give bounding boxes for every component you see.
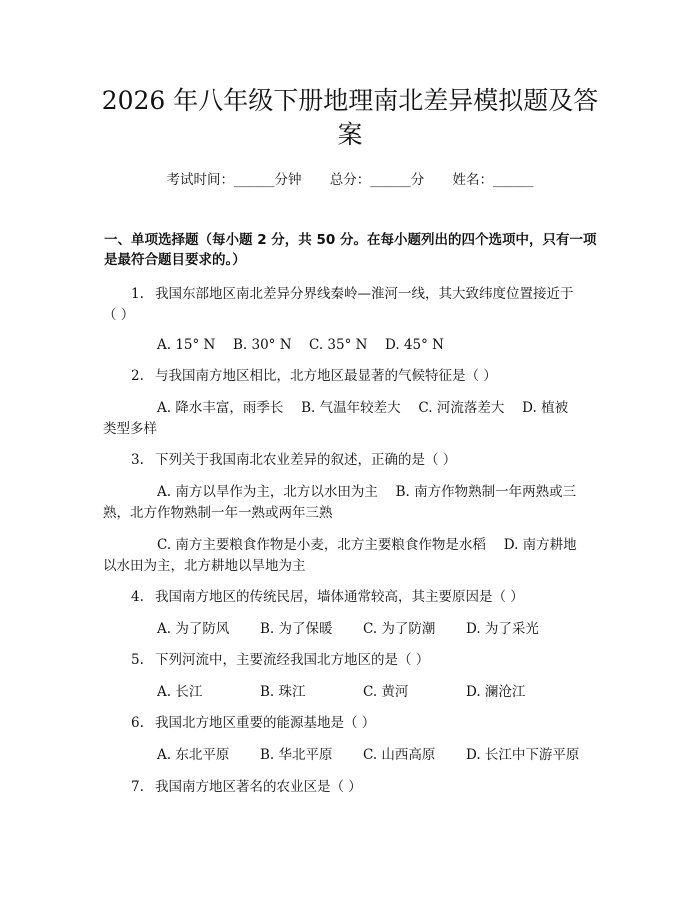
question-3-options-cd-line1: C. 南方主要粮食作物是小麦，北方主要粮食作物是水稻 D. 南方耕地 — [157, 537, 577, 553]
question-6-options — [157, 745, 579, 765]
option-a: A. 为了防风 — [157, 621, 230, 637]
question-3-stem — [131, 450, 456, 470]
exam-time-field: 考试时间：______分钟 — [166, 172, 302, 188]
question-text: 我国南方地区著名的农业区是（ ） — [155, 779, 362, 795]
option-b: B. 珠江 — [260, 684, 306, 700]
option-b: B. 华北平原 — [260, 747, 333, 763]
total-score-field: 总分：______分 — [329, 172, 425, 188]
option-b: B. 为了保暖 — [260, 621, 333, 637]
name-field: 姓名：______ — [452, 172, 534, 188]
question-text: 我国北方地区重要的能源基地是（ ） — [155, 715, 376, 731]
question-text: 我国东部地区南北差异分界线秦岭—淮河一线，其大致纬度位置接近于 — [155, 286, 574, 302]
section-heading-line2: 是最符合题目要求的。） — [104, 252, 246, 268]
option-c: C. 为了防潮 — [363, 621, 436, 637]
option-d: D. 为了采光 — [466, 621, 539, 637]
option-d: D. 长江中下游平原 — [466, 747, 580, 763]
question-2-options-line1: A. 降水丰富，雨季长 B. 气温年较差大 C. 河流落差大 D. 植被 — [157, 400, 569, 416]
question-text: 下列河流中，主要流经我国北方地区的是（ ） — [155, 652, 430, 668]
question-number: 4. — [131, 589, 144, 605]
question-number: 6. — [131, 715, 144, 731]
question-3-options-ab-line2: 熟，北方作物熟制一年一熟或两年三熟 — [103, 505, 333, 521]
question-2-options-line2: 类型多样 — [103, 421, 157, 437]
question-text: 下列关于我国南北农业差异的叙述，正确的是（ ） — [155, 452, 457, 468]
question-5-stem — [131, 650, 429, 670]
question-1-stem — [131, 284, 574, 304]
exam-info-row — [0, 168, 700, 188]
question-number: 1. — [131, 286, 144, 302]
question-number: 2. — [131, 368, 144, 384]
question-2-stem — [131, 366, 497, 386]
question-text: 与我国南方地区相比，北方地区最显著的气候特征是（ ） — [155, 368, 497, 384]
question-1-options — [157, 335, 444, 355]
option-d: D. 45° N — [385, 337, 444, 353]
option-c: C. 35° N — [309, 337, 368, 353]
question-4-options — [157, 619, 539, 639]
question-4-stem — [131, 587, 524, 607]
question-6-stem — [131, 713, 375, 733]
page-title-line1: 2026 年八年级下册地理南北差异模拟题及答 — [101, 86, 599, 115]
question-3-options-cd-line2: 以水田为主，北方耕地以旱地为主 — [103, 558, 306, 574]
page-title-line2: 案 — [337, 120, 363, 149]
question-5-options — [157, 682, 525, 702]
question-3-options-ab-line1: A. 南方以旱作为主，北方以水田为主 B. 南方作物熟制一年两熟或三 — [157, 484, 577, 500]
option-a: A. 长江 — [157, 684, 203, 700]
option-a: A. 15° N — [157, 337, 216, 353]
question-number: 5. — [131, 652, 144, 668]
option-b: B. 30° N — [233, 337, 292, 353]
option-c: C. 山西高原 — [363, 747, 436, 763]
question-text: 我国南方地区的传统民居，墙体通常较高，其主要原因是（ ） — [155, 589, 524, 605]
question-7-stem — [131, 777, 362, 797]
question-number: 3. — [131, 452, 144, 468]
option-a: A. 东北平原 — [157, 747, 230, 763]
section-heading-line1: 一、单项选择题（每小题 2 分，共 50 分。在每小题列出的四个选项中，只有一项 — [104, 232, 597, 248]
question-1-stem-cont: （ ） — [103, 307, 135, 323]
option-c: C. 黄河 — [363, 684, 409, 700]
option-d: D. 澜沧江 — [466, 684, 526, 700]
question-number: 7. — [131, 779, 144, 795]
